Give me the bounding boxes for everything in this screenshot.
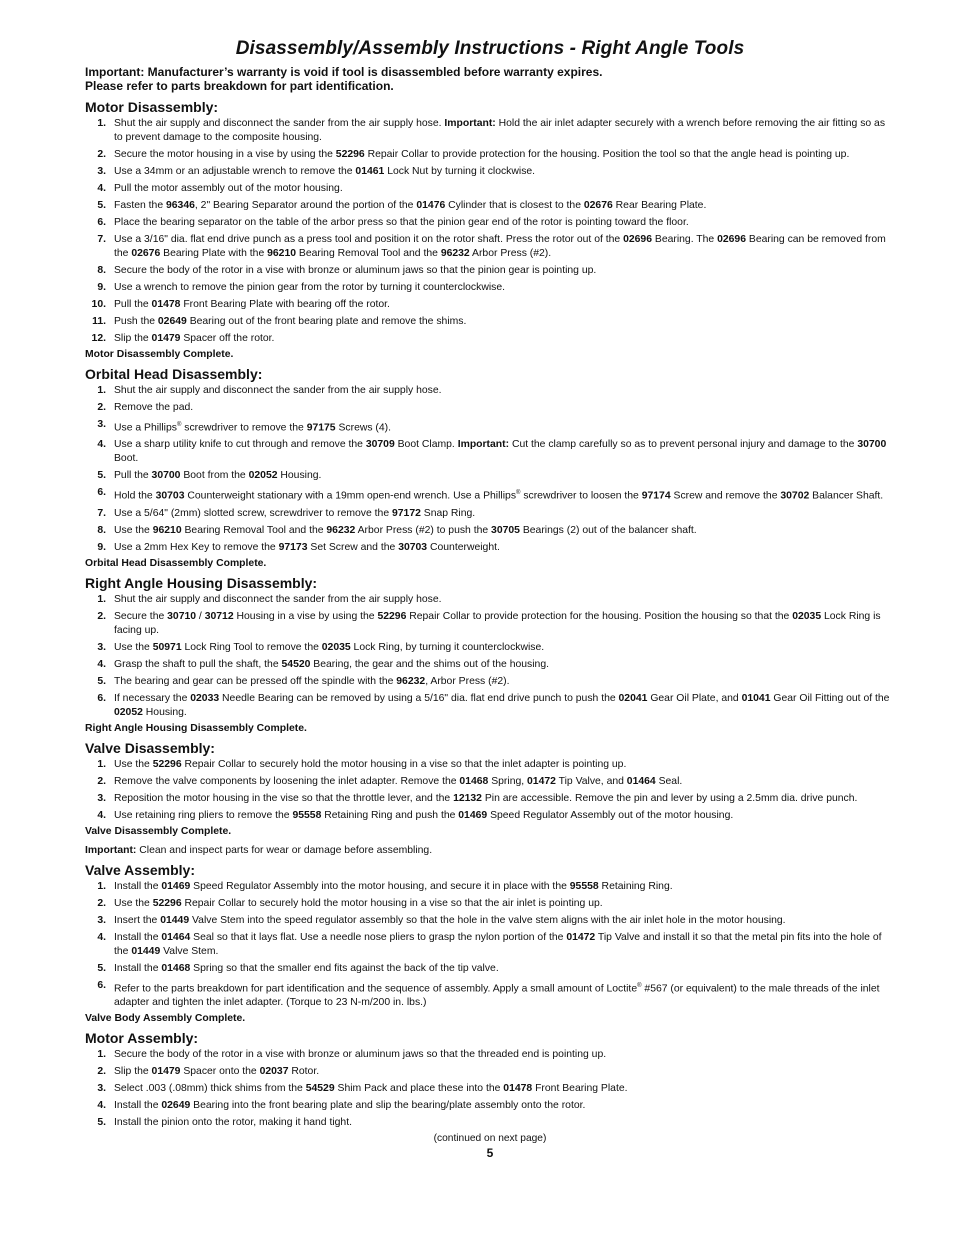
step-number: 2. bbox=[97, 610, 106, 622]
step-item: 4. Grasp the shaft to pull the shaft, the 54520 Bearing, the gear and the shims out of the housing. bbox=[84, 658, 896, 672]
step-item: 4. Install the 02649 Bearing into the front bearing plate and slip the bearing/plate assembly onto the rotor. bbox=[84, 1099, 896, 1113]
step-number: 5. bbox=[97, 675, 106, 687]
part-number: 02676 bbox=[583, 200, 613, 211]
step-number: 1. bbox=[97, 593, 106, 605]
step-number: 3. bbox=[97, 914, 106, 926]
part-number: 01464 bbox=[626, 775, 656, 787]
part-number: 01472 bbox=[566, 931, 596, 943]
instruction-sections bbox=[84, 99, 896, 1130]
part-number: 02052 bbox=[114, 706, 143, 718]
step-number: 6. bbox=[97, 487, 106, 499]
part-number: 52296 bbox=[377, 610, 407, 622]
section-complete: Valve Body Assembly Complete. bbox=[85, 1013, 246, 1025]
note-text: Clean and inspect parts for wear or damage before assembling. bbox=[136, 844, 433, 856]
step-list bbox=[84, 880, 896, 1010]
section-complete: Motor Disassembly Complete. bbox=[85, 349, 234, 360]
step-item: 5. Install the pinion onto the rotor, making it hand tight. bbox=[84, 1116, 896, 1130]
step-item: 9. Use a 2mm Hex Key to remove the 97173 Set Screw and the 30703 Counterweight. bbox=[84, 541, 896, 555]
step-number: 4. bbox=[97, 658, 106, 670]
step-number: 7. bbox=[97, 234, 106, 245]
part-number: 01479 bbox=[151, 333, 181, 344]
part-number: 54529 bbox=[305, 1083, 335, 1095]
step-item: 1. Install the 01469 Speed Regulator Assembly into the motor housing, and secure it in place with the 95558 Retaining Ring. bbox=[84, 880, 896, 894]
step-number: 6. bbox=[97, 979, 106, 991]
step-number: 1. bbox=[97, 1049, 106, 1061]
step-number: 12. bbox=[91, 333, 106, 344]
part-number: 01449 bbox=[160, 914, 190, 926]
step-item: 2. Use the 52296 Repair Collar to securely hold the motor housing in a vise so that the air inlet is pointing up. bbox=[84, 897, 896, 911]
step-item: 3. Use the 50971 Lock Ring Tool to remove the 02035 Lock Ring, by turning it counterclockwise. bbox=[84, 641, 896, 655]
part-number: 97172 bbox=[391, 507, 421, 519]
part-number: 02041 bbox=[618, 692, 648, 704]
continued-note: (continued on next page) bbox=[433, 1133, 547, 1145]
section-heading: Right Angle Housing Disassembly: bbox=[85, 574, 318, 591]
step-item: 11. Push the 02649 Bearing out of the front bearing plate and remove the shims. bbox=[84, 315, 896, 329]
part-number: 52296 bbox=[335, 149, 365, 160]
step-number: 3. bbox=[97, 641, 106, 653]
step-item: 3. Reposition the motor housing in the vise so that the throttle lever, and the 12132 Pin are accessible. Remove the pin and lever by using a 2.5mm dia. drive punch. bbox=[84, 792, 896, 806]
part-number: 97175 bbox=[306, 422, 336, 434]
part-number: 01468 bbox=[161, 962, 191, 974]
part-number: 01461 bbox=[355, 166, 385, 177]
step-number: 5. bbox=[97, 962, 106, 974]
part-number: 52296 bbox=[152, 897, 182, 909]
step-number: 5. bbox=[97, 200, 106, 211]
part-number: 01472 bbox=[527, 775, 556, 787]
step-item: 7. Use a 5/64" (2mm) slotted screw, screwdriver to remove the 97172 Snap Ring. bbox=[84, 507, 896, 521]
step-number: 1. bbox=[97, 880, 106, 892]
step-item: 4. Use a sharp utility knife to cut through and remove the 30709 Boot Clamp. Important: Cut the clamp carefully so as to prevent personal injury and damage to the 30700 Boot. bbox=[84, 438, 896, 466]
step-number: 9. bbox=[97, 541, 106, 553]
section-heading: Orbital Head Disassembly: bbox=[85, 366, 263, 382]
step-number: 11. bbox=[92, 316, 106, 327]
step-item: 8. Secure the body of the rotor in a vise with bronze or aluminum jaws so that the pinion gear is pointing up. bbox=[84, 264, 896, 278]
step-item: 1. Shut the air supply and disconnect the sander from the air supply hose. Important: Hold the air inlet adapter securely with a wrench before removing the air fitting so as to prevent damage to the composite housing. bbox=[84, 117, 896, 145]
step-list bbox=[84, 117, 896, 346]
part-number: 96232 bbox=[396, 675, 426, 687]
step-item: 3. Use a 34mm or an adjustable wrench to remove the 01461 Lock Nut by turning it clockwise. bbox=[84, 165, 896, 179]
part-number: 01464 bbox=[161, 931, 191, 943]
page-number: 5 bbox=[486, 1146, 494, 1161]
step-item: 2. Remove the valve components by loosening the inlet adapter. Remove the 01468 Spring, 01472 Tip Valve, and 01464 Seal. bbox=[84, 775, 896, 789]
inspect-note bbox=[85, 845, 896, 856]
step-item: 6. Place the bearing separator on the table of the arbor press so that the pinion gear end of the rotor is pointing toward the floor. bbox=[84, 216, 896, 230]
step-item: 2. Remove the pad. bbox=[84, 401, 896, 415]
step-item: 4. Pull the motor assembly out of the motor housing. bbox=[84, 182, 896, 196]
part-number: 30705 bbox=[491, 524, 520, 536]
step-item: 3. Use a Phillips® screwdriver to remove the 97175 Screws (4). bbox=[84, 418, 896, 435]
step-item: 1. Shut the air supply and disconnect the sander from the air supply hose. bbox=[84, 384, 896, 398]
part-number: 96232 bbox=[440, 248, 470, 259]
step-number: 5. bbox=[97, 470, 106, 482]
step-number: 2. bbox=[97, 775, 106, 787]
step-number: 8. bbox=[97, 524, 106, 536]
part-number: 12132 bbox=[453, 792, 482, 804]
registered-mark: ® bbox=[516, 490, 521, 497]
part-number: 02037 bbox=[259, 1066, 289, 1078]
part-number: Important: bbox=[457, 439, 510, 451]
step-number: 7. bbox=[97, 507, 106, 519]
part-number: 01478 bbox=[503, 1083, 533, 1095]
part-number: 01449 bbox=[131, 945, 161, 957]
step-item: 8. Use the 96210 Bearing Removal Tool and the 96232 Arbor Press (#2) to push the 30705 Bearings (2) out of the balancer shaft. bbox=[84, 524, 896, 538]
step-number: 4. bbox=[97, 1100, 106, 1112]
step-list bbox=[84, 593, 896, 720]
registered-mark: ® bbox=[637, 982, 642, 989]
step-item: 4. Use retaining ring pliers to remove the 95558 Retaining Ring and push the 01469 Speed Regulator Assembly out of the motor housing. bbox=[84, 809, 896, 823]
step-list bbox=[84, 758, 896, 823]
part-number: 50971 bbox=[152, 641, 182, 653]
part-number: 30712 bbox=[204, 610, 234, 622]
section-complete: Valve Disassembly Complete. bbox=[85, 825, 232, 837]
step-number: 2. bbox=[97, 897, 106, 909]
part-number: 96346 bbox=[165, 200, 195, 211]
step-number: 4. bbox=[97, 439, 106, 451]
step-number: 2. bbox=[97, 1066, 106, 1078]
part-number: 02676 bbox=[131, 248, 161, 259]
part-number: 30703 bbox=[155, 490, 185, 502]
step-item: 7. Use a 3/16" dia. flat end drive punch as a press tool and position it on the rotor shaft. Press the rotor out of the 02696 Bearing. The 02696 Bearing can be removed from the 02676 Bearing Plate with the 96210 Bearing Removal Tool and the 96232 Arbor Press (#2). bbox=[84, 233, 896, 261]
part-number: 54520 bbox=[281, 658, 311, 670]
step-item: 1. Shut the air supply and disconnect the sander from the air supply hose. bbox=[84, 593, 896, 607]
section-complete: Right Angle Housing Disassembly Complete. bbox=[85, 722, 307, 734]
part-number: 01041 bbox=[741, 692, 771, 704]
part-number: 96232 bbox=[326, 524, 356, 536]
part-number: 01478 bbox=[151, 299, 181, 310]
document-page bbox=[84, 38, 896, 1160]
step-list bbox=[84, 1048, 896, 1130]
part-number: 02035 bbox=[321, 641, 351, 653]
step-item: 6. If necessary the 02033 Needle Bearing can be removed by using a 5/16" dia. flat end drive punch to push the 02041 Gear Oil Plate, and 01041 Gear Oil Fitting out of the 02052 Housing. bbox=[84, 692, 896, 720]
part-number: 95558 bbox=[292, 809, 322, 821]
step-number: 2. bbox=[97, 402, 106, 413]
step-list bbox=[84, 384, 896, 555]
parts-reference-note: Please refer to parts breakdown for part identification. bbox=[85, 79, 394, 93]
part-number: 30709 bbox=[365, 439, 395, 451]
step-item: 5. The bearing and gear can be pressed off the spindle with the 96232, Arbor Press (#2). bbox=[84, 675, 896, 689]
step-item: 10. Pull the 01478 Front Bearing Plate with bearing off the rotor. bbox=[84, 298, 896, 312]
part-number: 96210 bbox=[152, 524, 182, 536]
step-item: 1. Use the 52296 Repair Collar to securely hold the motor housing in a vise so that the inlet adapter is pointing up. bbox=[84, 758, 896, 772]
part-number: 97173 bbox=[278, 541, 308, 553]
part-number: 01476 bbox=[416, 200, 446, 211]
step-item: 3. Select .003 (.08mm) thick shims from the 54529 Shim Pack and place these into the 01478 Front Bearing Plate. bbox=[84, 1082, 896, 1096]
step-number: 8. bbox=[97, 265, 106, 276]
part-number: 02035 bbox=[792, 610, 822, 622]
step-item: 1. Secure the body of the rotor in a vise with bronze or aluminum jaws so that the threaded end is pointing up. bbox=[84, 1048, 896, 1062]
step-item: 2. Secure the motor housing in a vise by using the 52296 Repair Collar to provide protection for the housing. Position the tool so that the angle head is pointing up. bbox=[84, 148, 896, 162]
part-number: 01469 bbox=[458, 809, 488, 821]
section-complete: Orbital Head Disassembly Complete. bbox=[85, 557, 267, 569]
step-item: 4. Install the 01464 Seal so that it lays flat. Use a needle nose pliers to grasp the nylon portion of the 01472 Tip Valve and install it so that the metal pin fits into the hole of the 01449 Valve Stem. bbox=[84, 931, 896, 959]
step-number: 1. bbox=[97, 758, 106, 770]
part-number: 30700 bbox=[857, 439, 887, 451]
step-item: 5. Install the 01468 Spring so that the smaller end fits against the back of the tip valve. bbox=[84, 962, 896, 976]
part-number: 01479 bbox=[151, 1066, 181, 1078]
part-number: 30702 bbox=[780, 490, 810, 502]
part-number: 01469 bbox=[161, 880, 191, 892]
warranty-warning: Important: Manufacturer’s warranty is void if tool is disassembled before warranty expires. bbox=[85, 65, 603, 79]
part-number: 02696 bbox=[717, 234, 746, 245]
step-item: 2. Slip the 01479 Spacer onto the 02037 Rotor. bbox=[84, 1065, 896, 1079]
part-number: 30710 bbox=[167, 610, 197, 622]
step-item: 9. Use a wrench to remove the pinion gear from the rotor by turning it counterclockwise. bbox=[84, 281, 896, 295]
part-number: 02033 bbox=[190, 692, 220, 704]
step-number: 2. bbox=[97, 149, 106, 160]
part-number: 30700 bbox=[151, 470, 181, 482]
step-number: 9. bbox=[97, 282, 106, 293]
step-number: 3. bbox=[97, 1083, 106, 1095]
section-heading: Valve Disassembly: bbox=[85, 739, 215, 756]
section-heading: Motor Assembly: bbox=[85, 1030, 199, 1047]
step-number: 3. bbox=[97, 166, 106, 177]
registered-mark: ® bbox=[176, 422, 182, 428]
note-label: Important: bbox=[85, 844, 137, 856]
step-number: 1. bbox=[97, 385, 106, 396]
part-number: 01468 bbox=[459, 775, 489, 787]
part-number: 02696 bbox=[623, 234, 652, 245]
step-number: 5. bbox=[97, 1117, 106, 1129]
part-number: 02649 bbox=[157, 316, 187, 327]
step-number: 3. bbox=[97, 419, 106, 430]
step-number: 6. bbox=[97, 217, 106, 228]
part-number: Important: bbox=[444, 118, 496, 129]
step-number: 4. bbox=[97, 809, 106, 821]
step-number: 4. bbox=[97, 931, 106, 943]
step-number: 3. bbox=[97, 792, 106, 804]
section-heading: Valve Assembly: bbox=[85, 861, 195, 878]
step-number: 10. bbox=[91, 299, 106, 310]
section-heading: Motor Disassembly: bbox=[85, 99, 219, 115]
part-number: 97174 bbox=[641, 490, 671, 502]
step-item: 6. Hold the 30703 Counterweight stationary with a 19mm open-end wrench. Use a Phillips® screwdriver to loosen the 97174 Screw and remove the 30702 Balancer Shaft. bbox=[84, 486, 896, 503]
step-item: 5. Fasten the 96346, 2" Bearing Separator around the portion of the 01476 Cylinder that is closest to the 02676 Rear Bearing Plate. bbox=[84, 199, 896, 213]
step-item: 5. Pull the 30700 Boot from the 02052 Housing. bbox=[84, 469, 896, 483]
part-number: 02052 bbox=[248, 470, 278, 482]
step-number: 1. bbox=[97, 118, 106, 129]
step-number: 6. bbox=[97, 692, 106, 704]
step-item: 3. Insert the 01449 Valve Stem into the speed regulator assembly so that the hole in the valve stem aligns with the air inlet hole in the motor housing. bbox=[84, 914, 896, 928]
step-number: 4. bbox=[97, 183, 106, 194]
part-number: 96210 bbox=[267, 248, 297, 259]
step-item: 12. Slip the 01479 Spacer off the rotor. bbox=[84, 332, 896, 346]
step-item: 6. Refer to the parts breakdown for part identification and the sequence of assembly. Apply a small amount of Loctite® #567 (or equivalent) to the male threads of the inlet adapter and tighten the inlet adapter. (Torque to 23 N-m/200 in. lbs.) bbox=[84, 979, 896, 1010]
part-number: 95558 bbox=[569, 880, 599, 892]
part-number: 02649 bbox=[161, 1100, 191, 1112]
step-item: 2. Secure the 30710 / 30712 Housing in a vise by using the 52296 Repair Collar to provide protection for the housing. Position the housing so that the 02035 Lock Ring is facing up. bbox=[84, 610, 896, 638]
part-number: 30703 bbox=[398, 541, 428, 553]
page-title: Disassembly/Assembly Instructions - Right Angle Tools bbox=[235, 38, 745, 59]
part-number: 52296 bbox=[152, 758, 182, 770]
